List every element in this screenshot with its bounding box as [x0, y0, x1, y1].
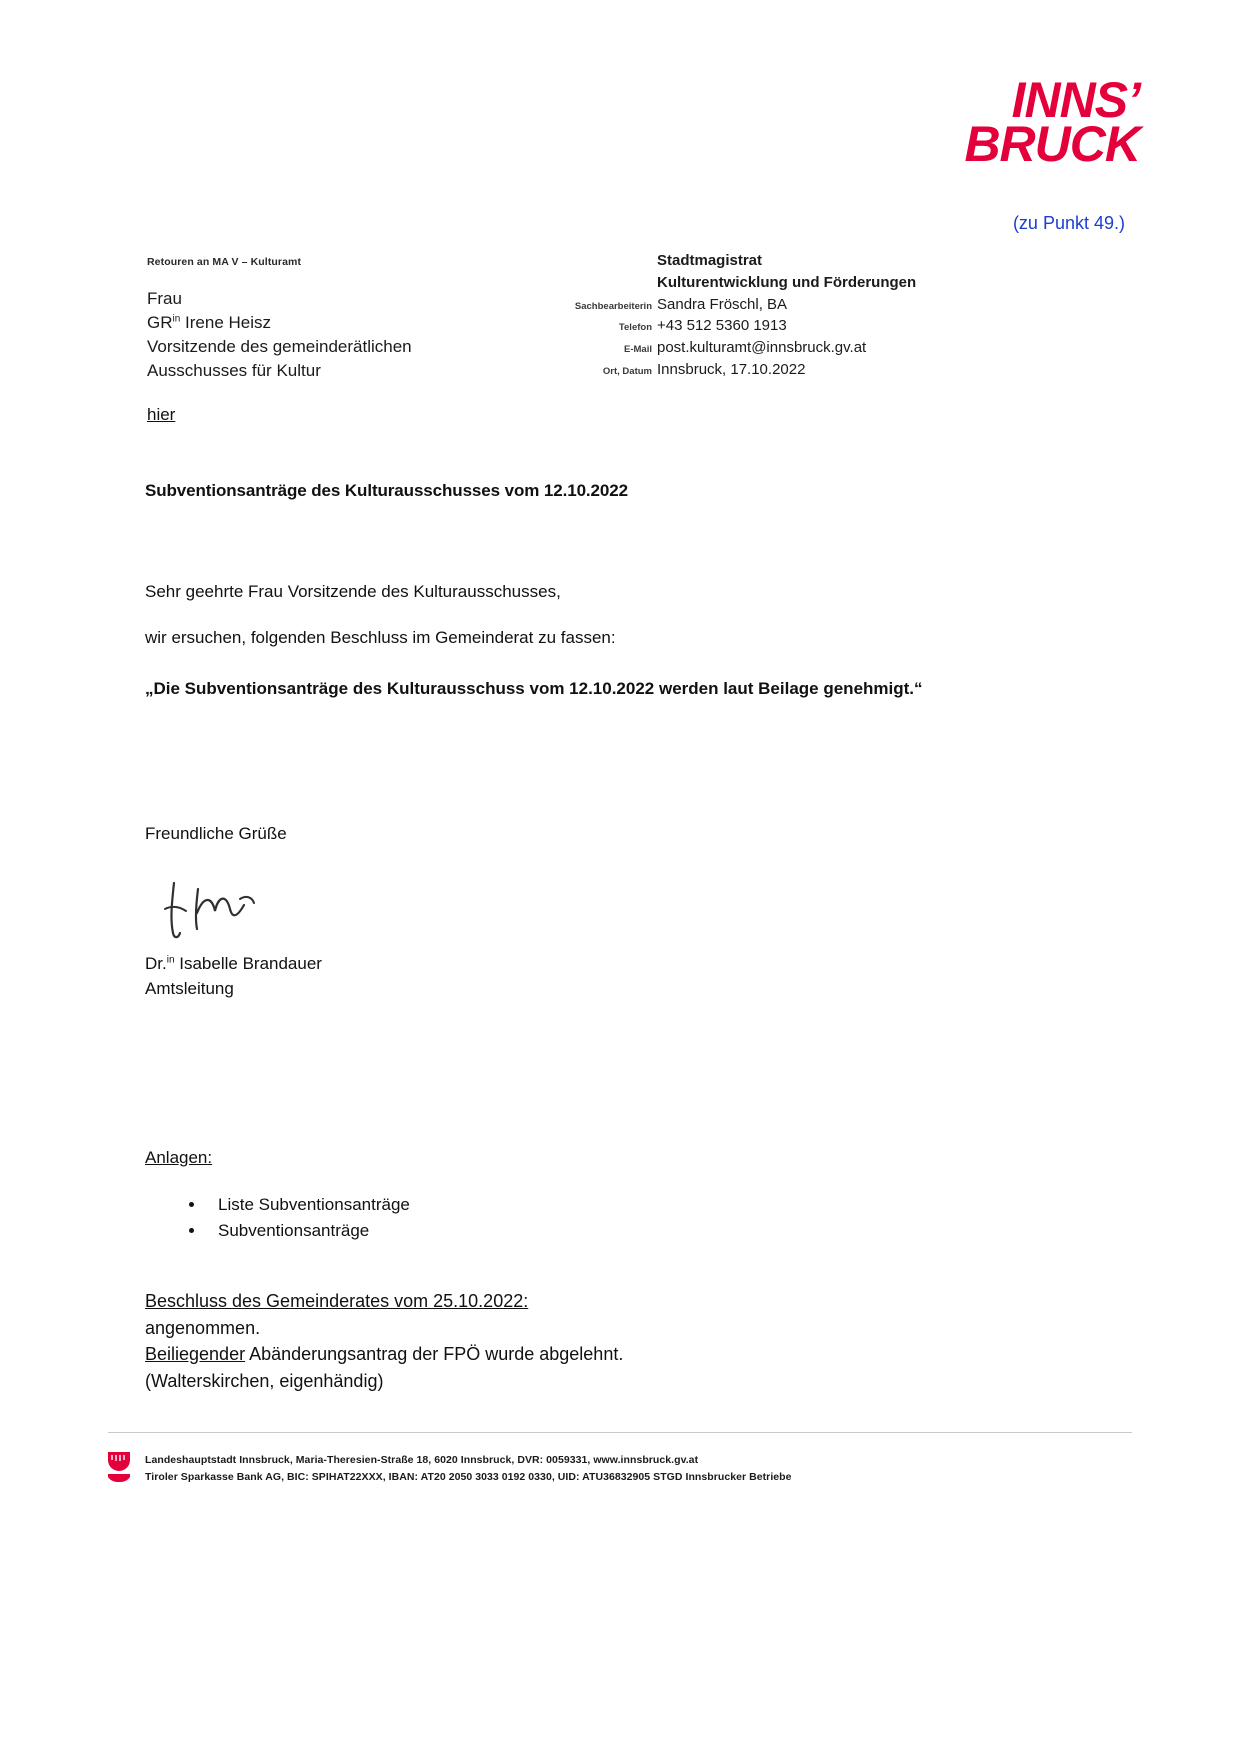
decision-amendment: Beiliegender Abänderungsantrag der FPÖ wurde abgelehnt. — [145, 1344, 624, 1365]
salutation: Sehr geehrte Frau Vorsitzende des Kulturausschusses, — [145, 582, 561, 601]
footer-line-1: Landeshauptstadt Innsbruck, Maria-Theresien-Straße 18, 6020 Innsbruck, DVR: 0059331, www.innsbruck.gv.at — [145, 1454, 699, 1466]
list-item: • Subventionsanträge — [206, 1218, 410, 1244]
decision-result: angenommen. — [145, 1317, 261, 1338]
resolution-text: „Die Subventionsanträge des Kulturausschuss vom 12.10.2022 werden laut Beilage genehmigt.“ — [145, 679, 923, 698]
page-footer — [145, 1452, 792, 1486]
innsbruck-logo — [964, 72, 1140, 172]
sender-org-line-2: Kulturentwicklung und Förderungen — [657, 273, 917, 291]
contact-value-date: Innsbruck, 17.10.2022 — [657, 360, 806, 378]
contact-row-clerk — [560, 294, 916, 316]
decision-heading: Beschluss des Gemeinderates vom 25.10.2022: — [145, 1291, 529, 1311]
signer-block — [145, 952, 322, 1001]
address-line-3: Vorsitzende des gemeinderätlichen — [147, 337, 412, 357]
signer-role: Amtsleitung — [145, 978, 234, 998]
contact-row-phone — [560, 315, 916, 337]
list-item: • Liste Subventionsanträge — [206, 1192, 410, 1218]
recipient-address — [147, 287, 412, 384]
city-crest-icon — [106, 1448, 132, 1482]
logo-line-1: INNS’ — [1011, 72, 1140, 128]
contact-label-phone: Telefon — [618, 322, 652, 334]
address-line-1: Frau — [147, 289, 182, 308]
agenda-point-marker: (zu Punkt 49.) — [1012, 213, 1125, 233]
sender-org-line-1: Stadtmagistrat — [657, 252, 763, 269]
attachments-heading: Anlagen: — [145, 1148, 213, 1167]
contact-row-email — [560, 337, 916, 359]
contact-label-date: Ort, Datum — [602, 365, 652, 377]
attachments-list — [170, 1192, 410, 1245]
return-address-line: Retouren an MA V – Kulturamt — [147, 256, 302, 268]
contact-value-clerk: Sandra Fröschl, BA — [657, 295, 788, 313]
footer-divider — [108, 1432, 1132, 1433]
footer-line-2: Tiroler Sparkasse Bank AG, BIC: SPIHAT22XXX, IBAN: AT20 2050 3033 0192 0330, UID: ATU36832905 STGD Innsbrucker Betriebe — [145, 1470, 792, 1483]
decision-note: (Walterskirchen, eigenhändig) — [145, 1370, 384, 1391]
closing-regards: Freundliche Grüße — [145, 824, 287, 843]
signer-name: Dr.$^{in}$ Isabelle Brandauer — [145, 954, 322, 973]
address-line-2: $GR^{in}$ Irene Heisz — [147, 313, 271, 333]
contact-label-email: E-Mail — [624, 344, 652, 355]
sender-contact-block — [560, 250, 916, 381]
intro-paragraph: wir ersuchen, folgenden Beschluss im Gemeinderat zu fassen: — [145, 628, 616, 647]
contact-label-clerk: Sachbearbeiterin — [574, 300, 652, 312]
logo-line-2: BRUCK — [964, 116, 1140, 172]
contact-value-phone: +43 512 5360 1913 — [657, 317, 787, 335]
delivery-note: hier — [147, 405, 176, 424]
contact-row-date — [560, 359, 916, 381]
council-decision-block — [145, 1288, 623, 1395]
subject-line: Subventionsanträge des Kulturausschusses vom 12.10.2022 — [145, 481, 628, 500]
handwritten-signature — [160, 875, 290, 945]
contact-value-email: post.kulturamt@innsbruck.gv.at — [657, 339, 867, 356]
address-line-4: Ausschusses für Kultur — [147, 361, 321, 381]
